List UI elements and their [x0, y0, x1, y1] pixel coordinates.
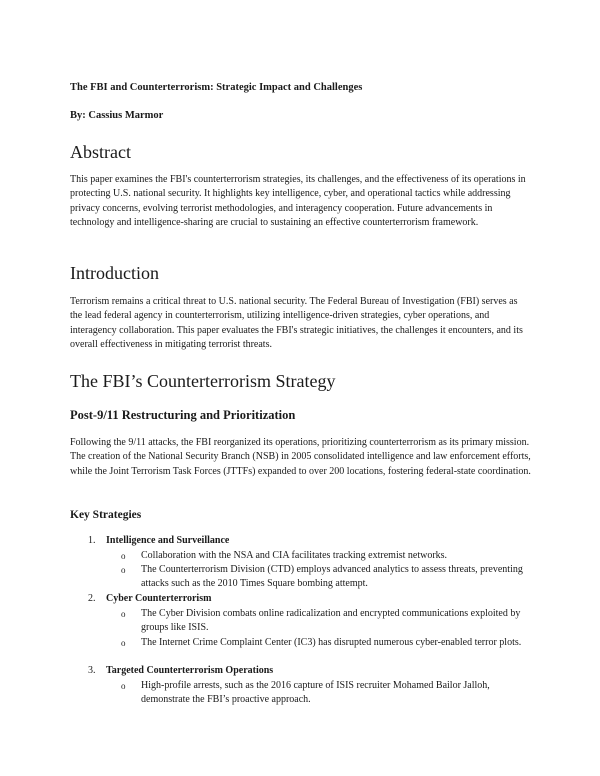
sub-bullet: Collaboration with the NSA and CIA facilitates tracking extremist networks.	[141, 550, 448, 561]
abstract-heading: Abstract	[70, 142, 131, 162]
sub-bullet: The Cyber Division combats online radicalization and encrypted communications exploited by groups like ISIS.	[141, 608, 521, 634]
list-item-label: Intelligence and Surveillance	[106, 535, 230, 546]
strategy-heading: The FBI’s Counterterrorism Strategy	[70, 371, 336, 391]
sub-bullet: High-profile arrests, such as the 2016 capture of ISIS recruiter Mohamed Bailor Jalloh, demonstrate the FBI’s proactive approach.	[141, 680, 490, 706]
paper-byline: By: Cassius Marmor	[70, 110, 164, 121]
paper-title: The FBI and Counterterrorism: Strategic Impact and Challenges	[70, 82, 363, 93]
introduction-heading: Introduction	[70, 263, 159, 283]
strategy-subheading: Post-9/11 Restructuring and Prioritization	[70, 408, 296, 422]
list-item-number: 3.	[88, 665, 96, 676]
list-item-label: Cyber Counterterrorism	[106, 593, 212, 604]
list-item-number: 2.	[88, 593, 96, 604]
bullet-icon: o	[121, 609, 126, 619]
bullet-icon: o	[121, 638, 126, 648]
abstract-body: This paper examines the FBI's counterterrorism strategies, its challenges, and the effectiveness of its operations in protecting U.S. national security. It highlights key intelligence, cyber, and operational tactics while addressing privacy concerns, evolving terrorist methodologies, and interagency cooperation. Future advancements in technology and intelligence-sharing are crucial to sustaining an effective counterterrorism framework.	[70, 174, 526, 228]
list-item-number: 1.	[88, 535, 96, 546]
introduction-body: Terrorism remains a critical threat to U.S. national security. The Federal Bureau of Investigation (FBI) serves as the lead federal agency in counterterrorism, utilizing intelligence-driven strategies, cyber operations, and interagency collaboration. This paper evaluates the FBI's strategic initiatives, the challenges it encounters, and its overall effectiveness in mitigating terrorist threats.	[70, 296, 523, 350]
list-item-label: Targeted Counterterrorism Operations	[106, 665, 274, 676]
bullet-icon: o	[121, 681, 126, 691]
bullet-icon: o	[121, 565, 126, 575]
key-strategies-heading: Key Strategies	[70, 509, 142, 521]
bullet-icon: o	[121, 551, 126, 561]
sub-bullet: The Internet Crime Complaint Center (IC3) has disrupted numerous cyber-enabled terror plots.	[141, 637, 522, 648]
strategy-body: Following the 9/11 attacks, the FBI reorganized its operations, prioritizing counterterrorism as its primary mission. The creation of the National Security Branch (NSB) in 2005 consolidated intelligence and law enforcement efforts, while the Joint Terrorism Task Forces (JTTFs) expanded to over 200 locations, fostering federal-state coordination.	[70, 437, 531, 477]
sub-bullet: The Counterterrorism Division (CTD) employs advanced analytics to assess threats, preventing attacks such as the 2010 Times Square bombing attempt.	[141, 564, 523, 590]
